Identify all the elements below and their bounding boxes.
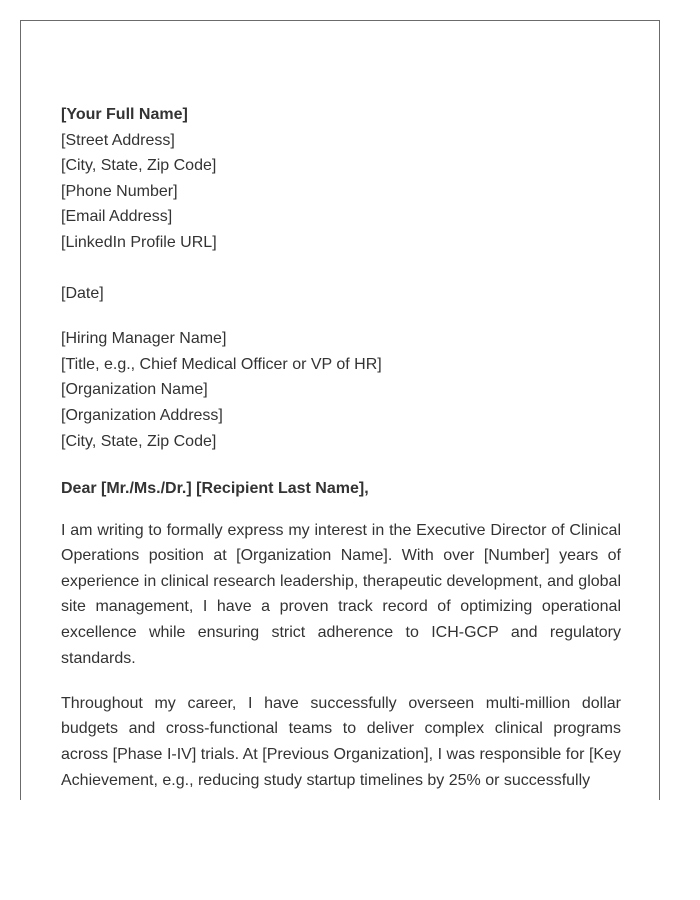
spacer <box>61 307 621 326</box>
sender-email: [Email Address] <box>61 208 173 226</box>
recipient-organization: [Organization Name] <box>61 381 208 399</box>
body-paragraph-2: Throughout my career, I have successfully overseen multi-million dollar budgets and cross-functional teams to deliver complex clinical programs across [Phase I-IV] trials. At [Previous Organization], I was responsible for [Key Achievement, e.g., reducing study startup timelines by 25% or successfully <box>61 694 621 789</box>
sender-phone: [Phone Number] <box>61 182 178 200</box>
recipient-name: [Hiring Manager Name] <box>61 330 227 348</box>
recipient-block <box>61 326 621 454</box>
sender-block <box>61 102 621 256</box>
letter-content <box>61 102 621 793</box>
body-paragraph-1: I am writing to formally express my interest in the Executive Director of Clinical Operations position at [Organization Name]. With over [Number] years of experience in clinical research leadership, therapeutic development, and global site management, I have a proven track record of optimizing operational excellence while ensuring strict adherence to ICH-GCP and regulatory standards. <box>61 521 621 667</box>
sender-street: [Street Address] <box>61 131 175 149</box>
sender-linkedin: [LinkedIn Profile URL] <box>61 233 217 251</box>
spacer <box>61 256 621 282</box>
recipient-address: [Organization Address] <box>61 406 223 424</box>
letter-page <box>20 20 660 800</box>
salutation: Dear [Mr./Ms./Dr.] [Recipient Last Name], <box>61 480 369 498</box>
recipient-city-state-zip: [City, State, Zip Code] <box>61 432 217 450</box>
letter-date: [Date] <box>61 285 104 303</box>
recipient-title: [Title, e.g., Chief Medical Officer or VP of HR] <box>61 355 382 373</box>
spacer <box>61 454 621 476</box>
sender-name: [Your Full Name] <box>61 106 188 123</box>
sender-city-state-zip: [City, State, Zip Code] <box>61 157 217 175</box>
